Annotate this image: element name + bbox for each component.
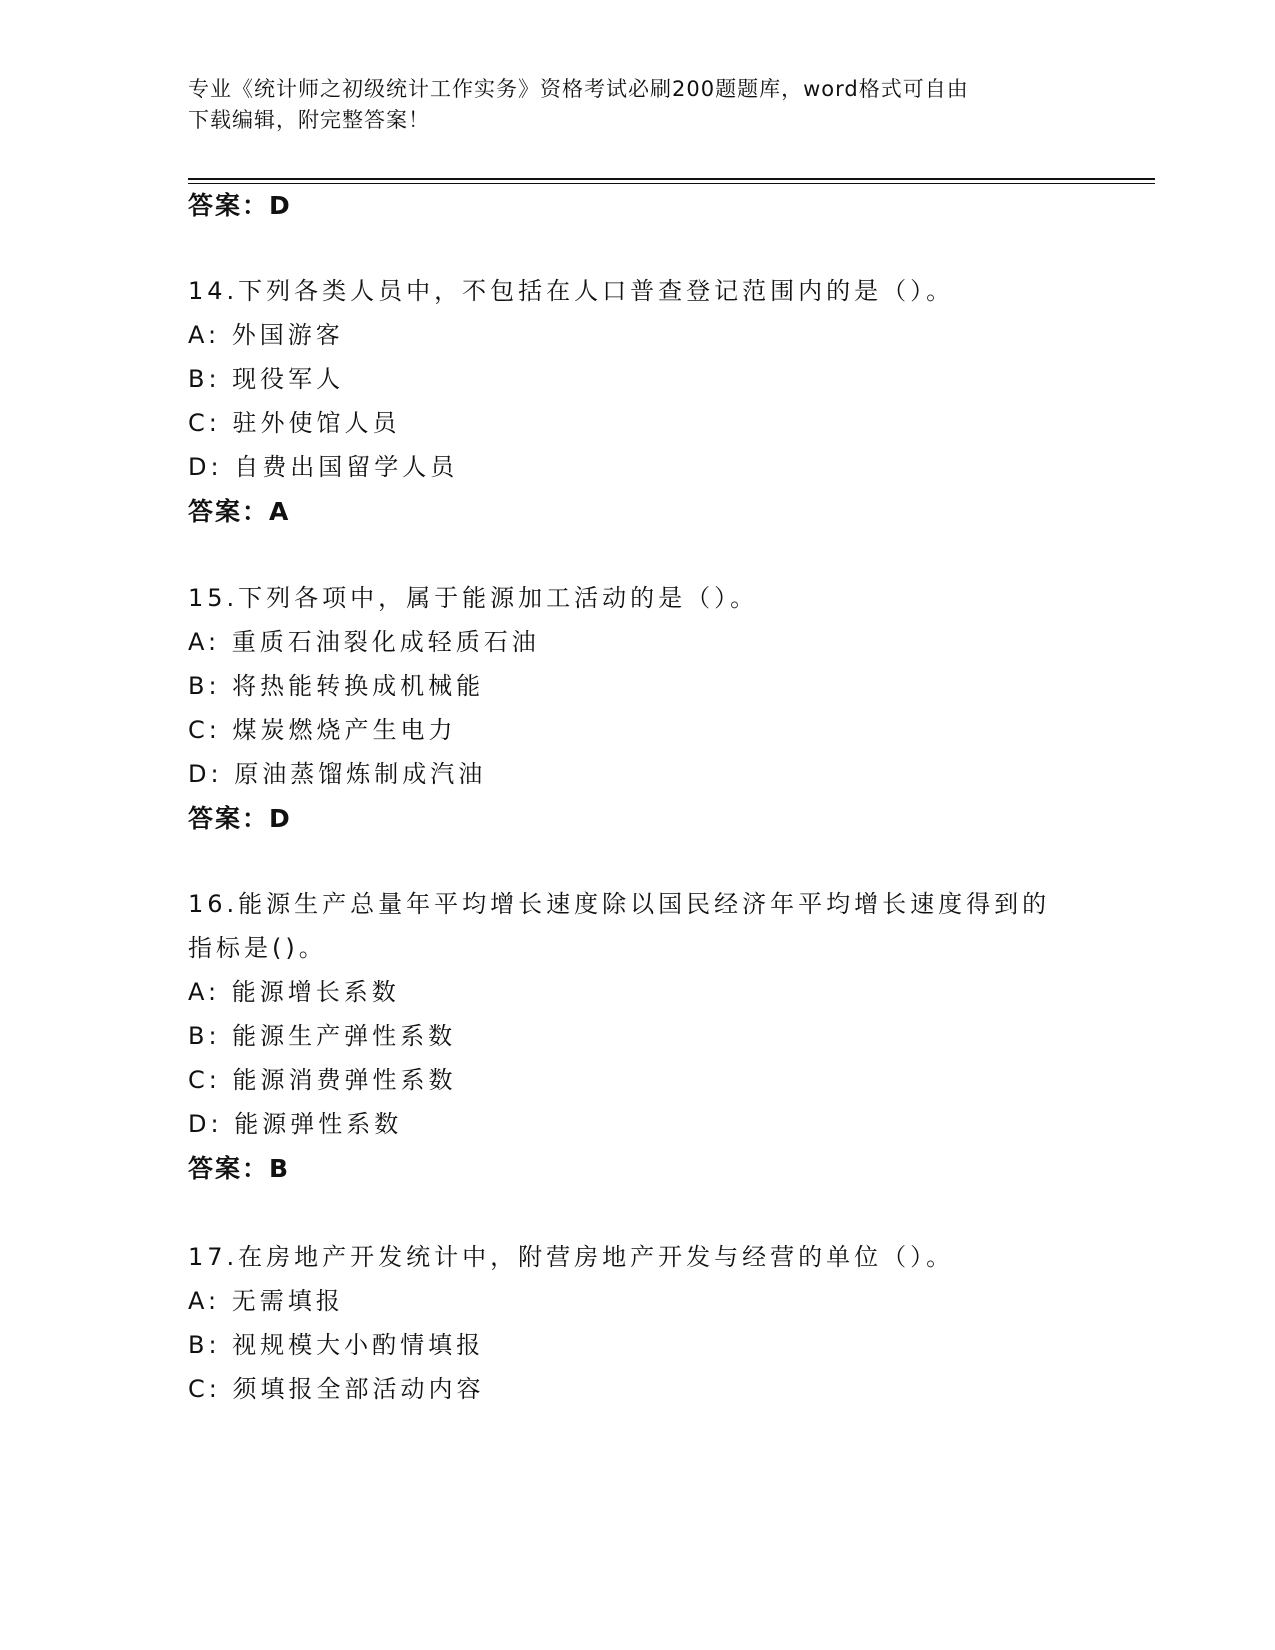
question-15: 15.下列各项中，属于能源加工活动的是（）。	[188, 584, 759, 612]
q16-option-d: D: 能源弹性系数	[188, 1110, 403, 1138]
header-line-1: 专业《统计师之初级统计工作实务》资格考试必刷200题题库，word格式可自由	[188, 77, 969, 101]
q15-option-d: D: 原油蒸馏炼制成汽油	[188, 760, 487, 788]
q17-option-c: C: 须填报全部活动内容	[188, 1375, 485, 1403]
question-14: 14.下列各类人员中，不包括在人口普查登记范围内的是（）。	[188, 277, 955, 305]
document-header	[188, 74, 1088, 136]
header-line-2: 下载编辑，附完整答案！	[188, 108, 430, 132]
answer-15: 答案：D	[188, 804, 292, 833]
question-16-line-1: 16.能源生产总量年平均增长速度除以国民经济年平均增长速度得到的	[188, 890, 1051, 918]
answer-14: 答案：A	[188, 497, 291, 526]
q15-option-a: A: 重质石油裂化成轻质石油	[188, 628, 540, 656]
header-rule-thin	[188, 183, 1155, 184]
question-17: 17.在房地产开发统计中，附营房地产开发与经营的单位（）。	[188, 1243, 955, 1271]
q15-option-c: C: 煤炭燃烧产生电力	[188, 716, 457, 744]
q14-option-d: D: 自费出国留学人员	[188, 453, 459, 481]
answer-13: 答案：D	[188, 191, 292, 220]
q16-option-b: B: 能源生产弹性系数	[188, 1022, 457, 1050]
q17-option-a: A: 无需填报	[188, 1287, 344, 1315]
q14-option-b: B: 现役军人	[188, 365, 345, 393]
header-rule-thick	[188, 178, 1155, 180]
q16-option-a: A: 能源增长系数	[188, 978, 400, 1006]
q14-option-c: C: 驻外使馆人员	[188, 409, 401, 437]
q17-option-b: B: 视规模大小酌情填报	[188, 1331, 485, 1359]
q16-option-c: C: 能源消费弹性系数	[188, 1066, 457, 1094]
question-16-line-2: 指标是()。	[188, 934, 327, 962]
q14-option-a: A: 外国游客	[188, 321, 344, 349]
answer-16: 答案：B	[188, 1154, 291, 1183]
q15-option-b: B: 将热能转换成机械能	[188, 672, 485, 700]
